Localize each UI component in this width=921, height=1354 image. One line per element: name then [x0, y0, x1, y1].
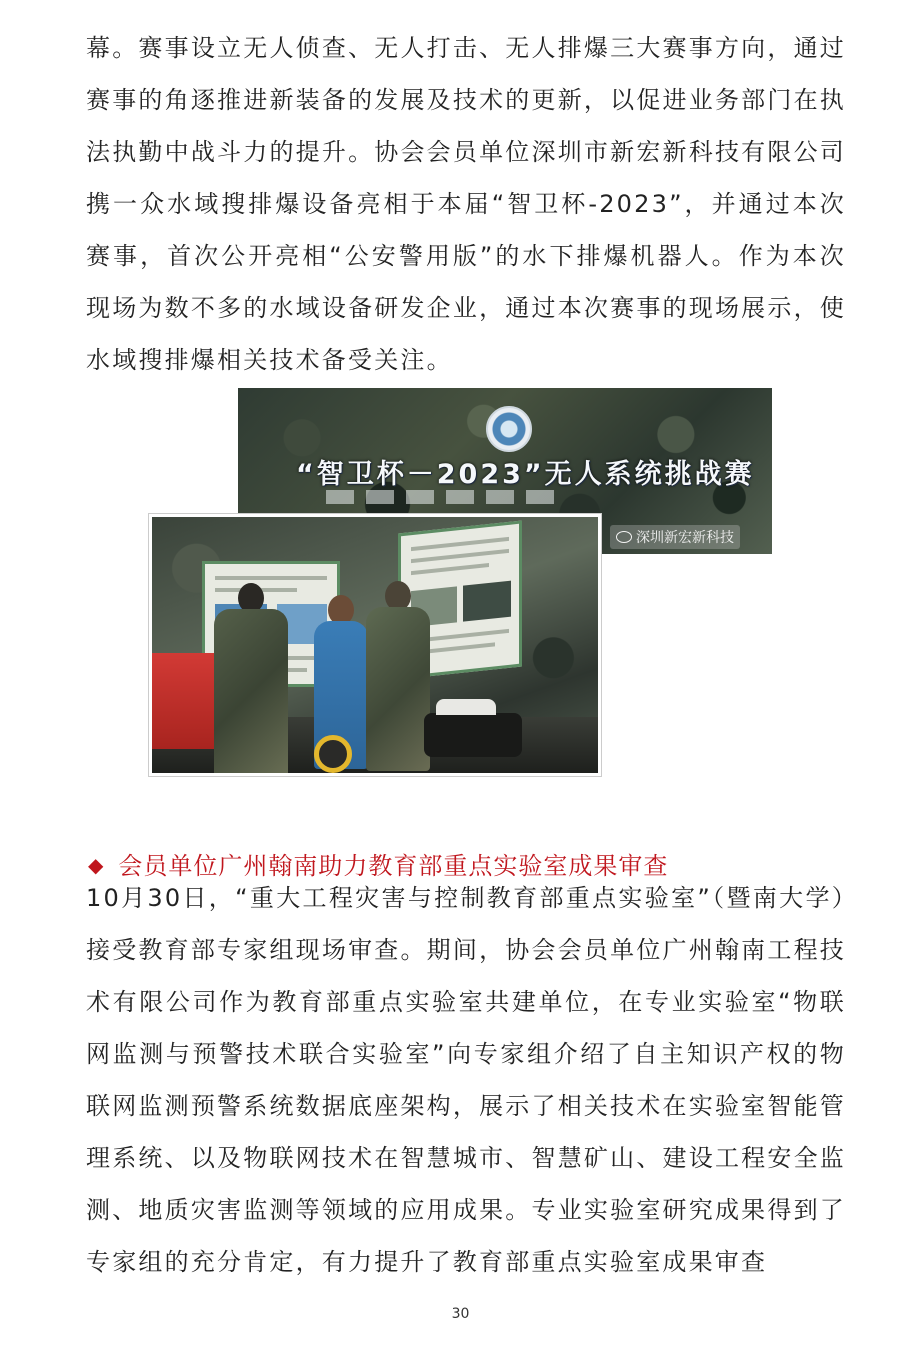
underwater-robot	[424, 713, 522, 757]
diamond-bullet-icon: ◆	[88, 853, 105, 877]
body-paragraph-1: 幕。赛事设立无人侦查、无人打击、无人排爆三大赛事方向，通过赛事的角逐推进新装备的发展及技术的更新，以促进业务部门在执法执勤中战斗力的提升。协会会员单位深圳市新宏新科技有限公司携一众水域搜排爆设备亮相于本届“智卫杯-2023”，并通过本次赛事，首次公开亮相“公安警用版”的水下排爆机器人。作为本次现场为数不多的水域设备研发企业，通过本次赛事的现场展示，使水域搜排爆相关技术备受关注。	[86, 34, 846, 374]
section-heading-text: 会员单位广州翰南助力教育部重点实验室成果审查	[118, 852, 669, 880]
photo-watermark	[610, 525, 740, 549]
page-number: 30	[451, 1306, 470, 1322]
watermark-text: 深圳新宏新科技	[636, 530, 734, 546]
red-equipment	[152, 653, 214, 749]
wechat-icon	[616, 531, 632, 543]
officer-figure	[366, 581, 430, 771]
cable-reel	[314, 735, 352, 773]
officer-figure	[214, 583, 288, 776]
body-paragraph-2: 10月30日，“重大工程灾害与控制教育部重点实验室”（暨南大学）接受教育部专家组现场审查。期间，协会会员单位广州翰南工程技术有限公司作为教育部重点实验室共建单位，在专业实验室“物联网监测与预警技术联合实验室”向专家组介绍了自主知识产权的物联网监测预警系统数据底座架构，展示了相关技术在实验室智能管理系统、以及物联网技术在智慧城市、智慧矿山、建设工程安全监测、地质灾害监测等领域的应用成果。专业实验室研究成果得到了专家组的充分肯定，有力提升了教育部重点实验室成果审查	[86, 884, 846, 1276]
police-emblem-icon	[486, 406, 532, 452]
banner-title: “智卫杯－2023”无人系统挑战赛	[296, 459, 755, 490]
exhibition-booth-photo	[149, 514, 601, 776]
banner-subtitle-lines	[326, 490, 556, 504]
